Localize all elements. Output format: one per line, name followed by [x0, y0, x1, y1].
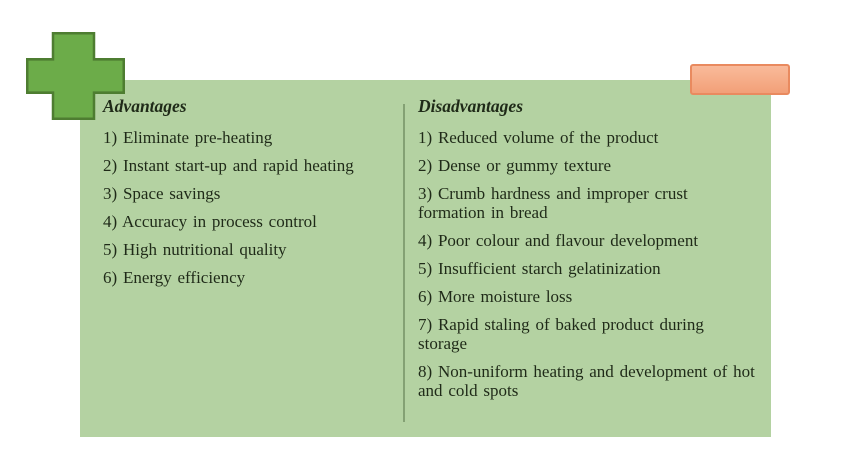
plus-icon: [26, 32, 125, 120]
disadvantage-item: 5) Insufficient starch gelatinization: [418, 259, 661, 278]
disadvantages-column: [418, 96, 756, 409]
disadvantage-item: 2) Dense or gummy texture: [418, 156, 612, 175]
advantage-item: 3) Space savings: [103, 184, 221, 203]
disadvantage-item: 6) More moisture loss: [418, 287, 573, 306]
disadvantage-item: 7) Rapid staling of baked product during storage: [418, 315, 704, 353]
disadvantages-heading: Disadvantages: [418, 96, 523, 116]
advantages-heading: Advantages: [103, 96, 187, 116]
advantages-column: [103, 96, 395, 296]
advantage-item: 6) Energy efficiency: [103, 268, 246, 287]
disadvantage-item: 1) Reduced volume of the product: [418, 128, 659, 147]
orange-accent-bar: [690, 64, 790, 95]
advantage-item: 4) Accuracy in process control: [103, 212, 317, 231]
comparison-panel: [80, 80, 771, 437]
advantage-item: 1) Eliminate pre-heating: [103, 128, 273, 147]
column-divider: [403, 104, 405, 422]
advantage-item: 2) Instant start-up and rapid heating: [103, 156, 354, 175]
disadvantage-item: 4) Poor colour and flavour development: [418, 231, 699, 250]
advantage-item: 5) High nutritional quality: [103, 240, 287, 259]
disadvantage-item: 8) Non-uniform heating and development of hot and cold spots: [418, 362, 755, 400]
disadvantage-item: 3) Crumb hardness and improper crust formation in bread: [418, 184, 688, 222]
